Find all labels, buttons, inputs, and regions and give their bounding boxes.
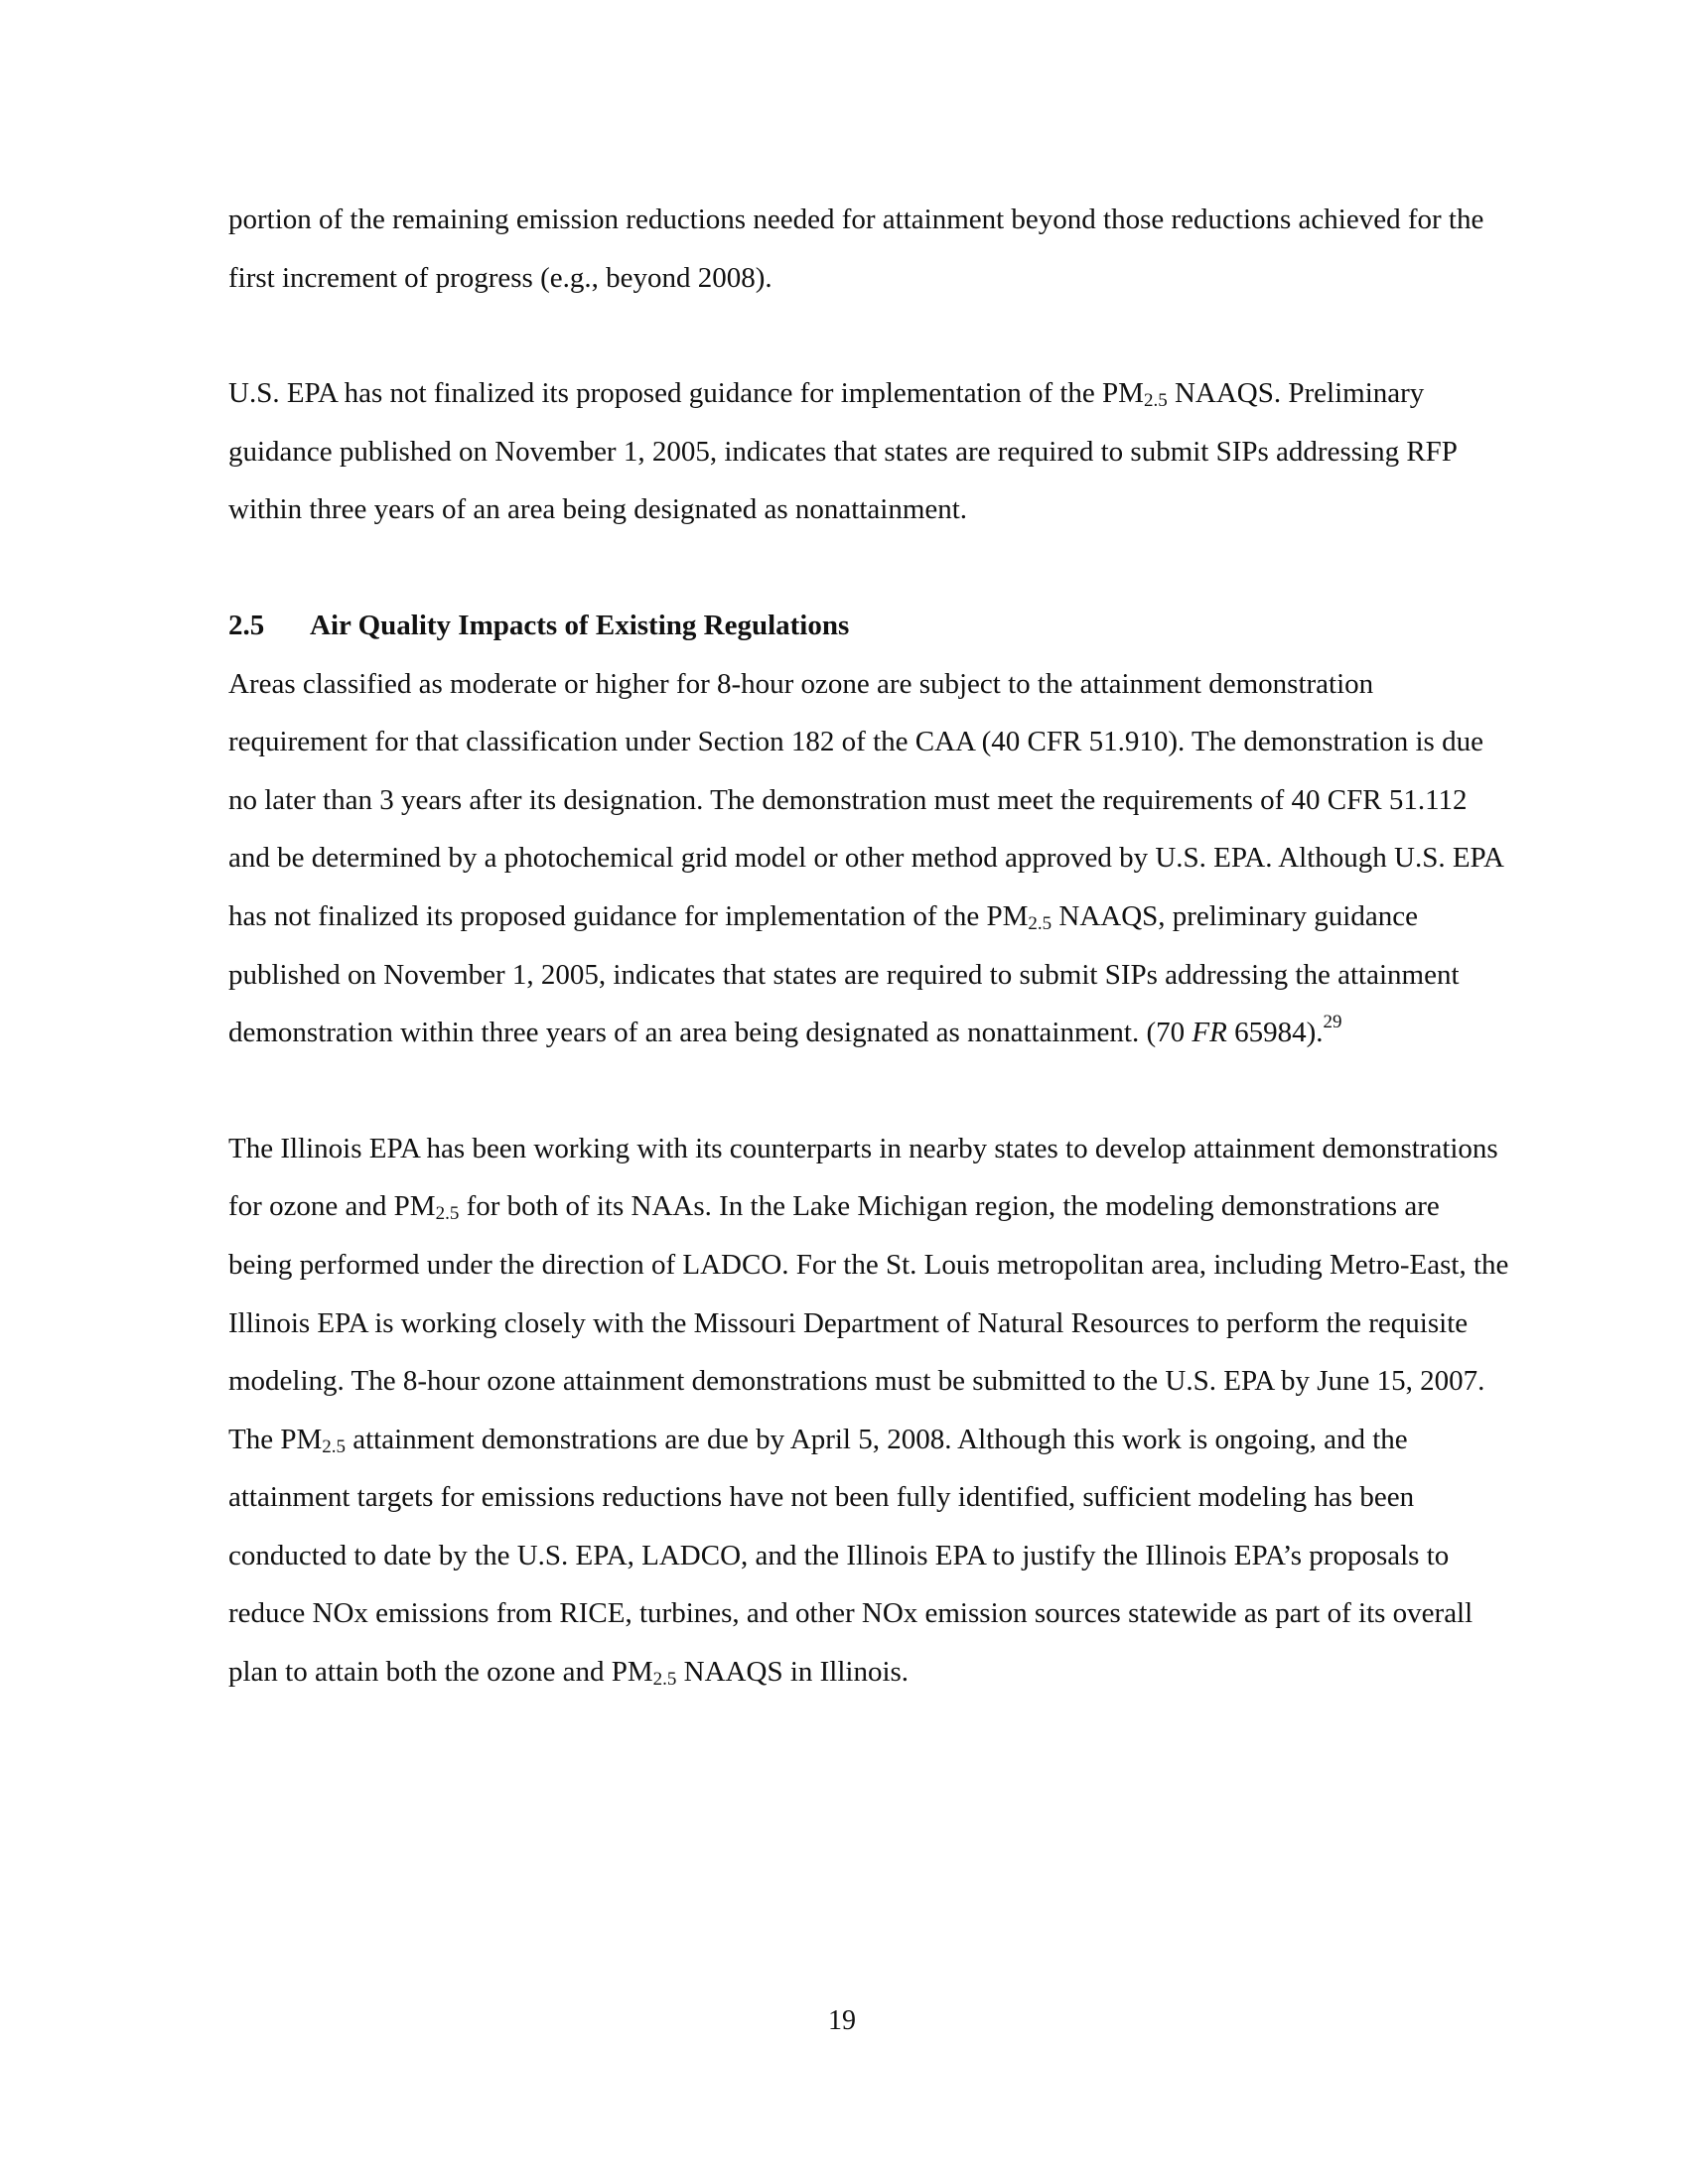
paragraph-text: U.S. EPA has not finalized its proposed guidance for implementation of the PM <box>228 377 1144 410</box>
paragraph-text: NAAQS. Preliminary guidance published on November 1, 2005, indicates that states are required to submit SIPs addressing RFP within three years of an area being designated as nonattainment. <box>228 377 1457 526</box>
paragraph-text: NAAQS in Illinois. <box>676 1656 910 1689</box>
page-number: 19 <box>828 2005 856 2036</box>
paragraph-continuation <box>228 191 1509 307</box>
subscript: 2.5 <box>1028 912 1052 934</box>
paragraph-text: portion of the remaining emission reductions needed for attainment beyond those reductions achieved for the first increment of progress (e.g., beyond 2008). <box>228 204 1484 294</box>
paragraph-text: 65984). <box>1226 1017 1324 1049</box>
section-number: 2.5 <box>228 609 265 641</box>
paragraph-illinois-epa <box>228 1120 1509 1702</box>
page-body <box>228 191 1509 1702</box>
section-heading <box>228 597 1509 655</box>
paragraph-text: NAAQS, preliminary guidance published on November 1, 2005, indicates that states are required to submit SIPs addressing the attainment demonstration within three years of an area being designated as nonattainment. (70 <box>228 899 1460 1049</box>
section-title: Air Quality Impacts of Existing Regulations <box>310 609 850 641</box>
subscript: 2.5 <box>435 1203 460 1225</box>
subscript: 2.5 <box>1143 390 1168 412</box>
footnote-reference[interactable]: 29 <box>1323 1012 1342 1033</box>
italic-text: FR <box>1192 1017 1227 1049</box>
paragraph-text: Areas classified as moderate or higher for 8-hour ozone are subject to the attainment demonstration requirement for that classification under Section 182 of the CAA (40 CFR 51.910). The demonstration is due no later than 3 years after its designation. The demonstration must meet the requirements of 40 CFR 51.112 and be determined by a photochemical grid model or other method approved by U.S. EPA. Although U.S. EPA has not finalized its proposed guidance for implementation of the PM <box>228 667 1503 932</box>
subscript: 2.5 <box>652 1669 677 1691</box>
subscript: 2.5 <box>322 1435 346 1457</box>
paragraph-text: attainment demonstrations are due by April 5, 2008. Although this work is ongoing, and the attainment targets for emissions reductions have not been fully identified, sufficient modeling has been conducted to date by the U.S. EPA, LADCO, and the Illinois EPA to justify the Illinois EPA’s proposals to reduce NOx emissions from RICE, turbines, and other NOx emission sources statewide as part of its overall plan to attain both the ozone and PM <box>228 1423 1474 1689</box>
paragraph-text: The Illinois EPA has been working with its counterparts in nearby states to develop attainment demonstrations for ozone and PM <box>228 1132 1498 1223</box>
paragraph-text: for both of its NAAs. In the Lake Michigan region, the modeling demonstrations are being performed under the direction of LADCO. For the St. Louis metropolitan area, including Metro-East, the Illinois EPA is working closely with the Missouri Department of Natural Resources to perform the requisite modeling. The 8-hour ozone attainment demonstrations must be submitted to the U.S. EPA by June 15, 2007. The PM <box>228 1190 1509 1455</box>
paragraph-pm25-guidance <box>228 364 1509 539</box>
paragraph-attainment-demonstration <box>228 655 1509 1062</box>
